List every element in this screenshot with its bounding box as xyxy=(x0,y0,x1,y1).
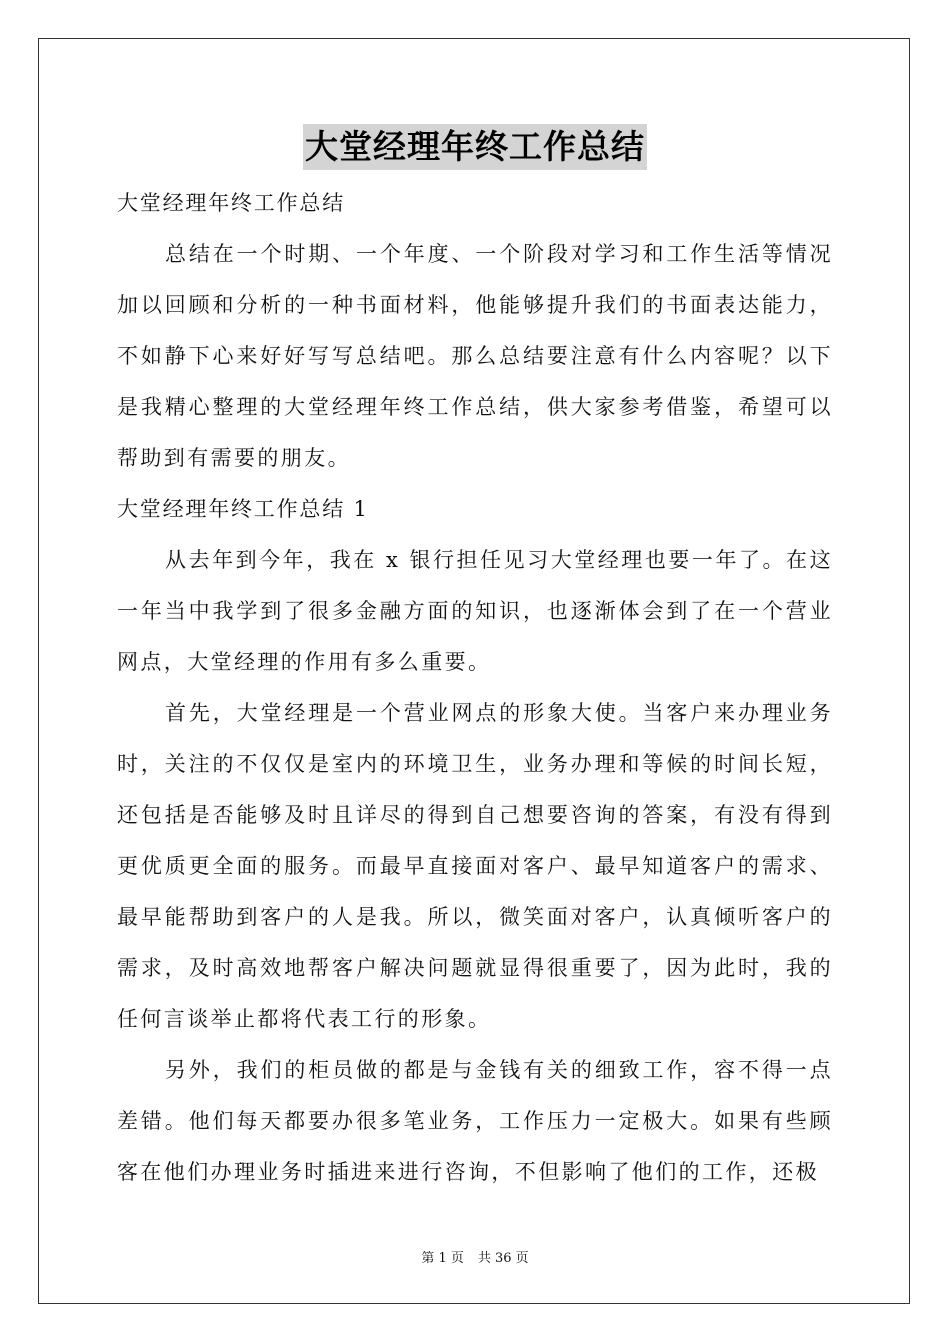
page-number: 第 1 页 xyxy=(421,1251,464,1266)
title-container xyxy=(0,124,950,170)
page-total: 共 36 页 xyxy=(477,1251,529,1266)
document-title: 大堂经理年终工作总结 xyxy=(303,124,647,170)
document-body xyxy=(117,178,833,1198)
intro-paragraph: 总结在一个时期、一个年度、一个阶段对学习和工作生活等情况加以回顾和分析的一种书面材料，他能够提升我们的书面表达能力，不如静下心来好好写写总结吧。那么总结要注意有什么内容呢？以下是我精心整理的大堂经理年终工作总结，供大家参考借鉴，希望可以帮助到有需要的朋友。 xyxy=(117,242,833,470)
section-heading: 大堂经理年终工作总结 1 xyxy=(117,497,369,521)
body-paragraph-2: 首先，大堂经理是一个营业网点的形象大使。当客户来办理业务时，关注的不仅仅是室内的环境卫生，业务办理和等候的时间长短，还包括是否能够及时且详尽的得到自己想要咨询的答案，有没有得到更优质更全面的服务。而最早直接面对客户、最早知道客户的需求、最早能帮助到客户的人是我。所以，微笑面对客户，认真倾听客户的需求，及时高效地帮客户解决问题就显得很重要了，因为此时，我的任何言谈举止都将代表工行的形象。 xyxy=(117,701,833,1031)
page-footer xyxy=(0,1247,950,1266)
body-paragraph-1: 从去年到今年，我在 x 银行担任见习大堂经理也要一年了。在这一年当中我学到了很多金融方面的知识，也逐渐体会到了在一个营业网点，大堂经理的作用有多么重要。 xyxy=(117,548,833,674)
body-paragraph-3: 另外，我们的柜员做的都是与金钱有关的细致工作，容不得一点差错。他们每天都要办很多笔业务，工作压力一定极大。如果有些顾客在他们办理业务时插进来进行咨询，不但影响了他们的工作，还极 xyxy=(117,1058,833,1184)
document-subtitle: 大堂经理年终工作总结 xyxy=(117,191,345,215)
